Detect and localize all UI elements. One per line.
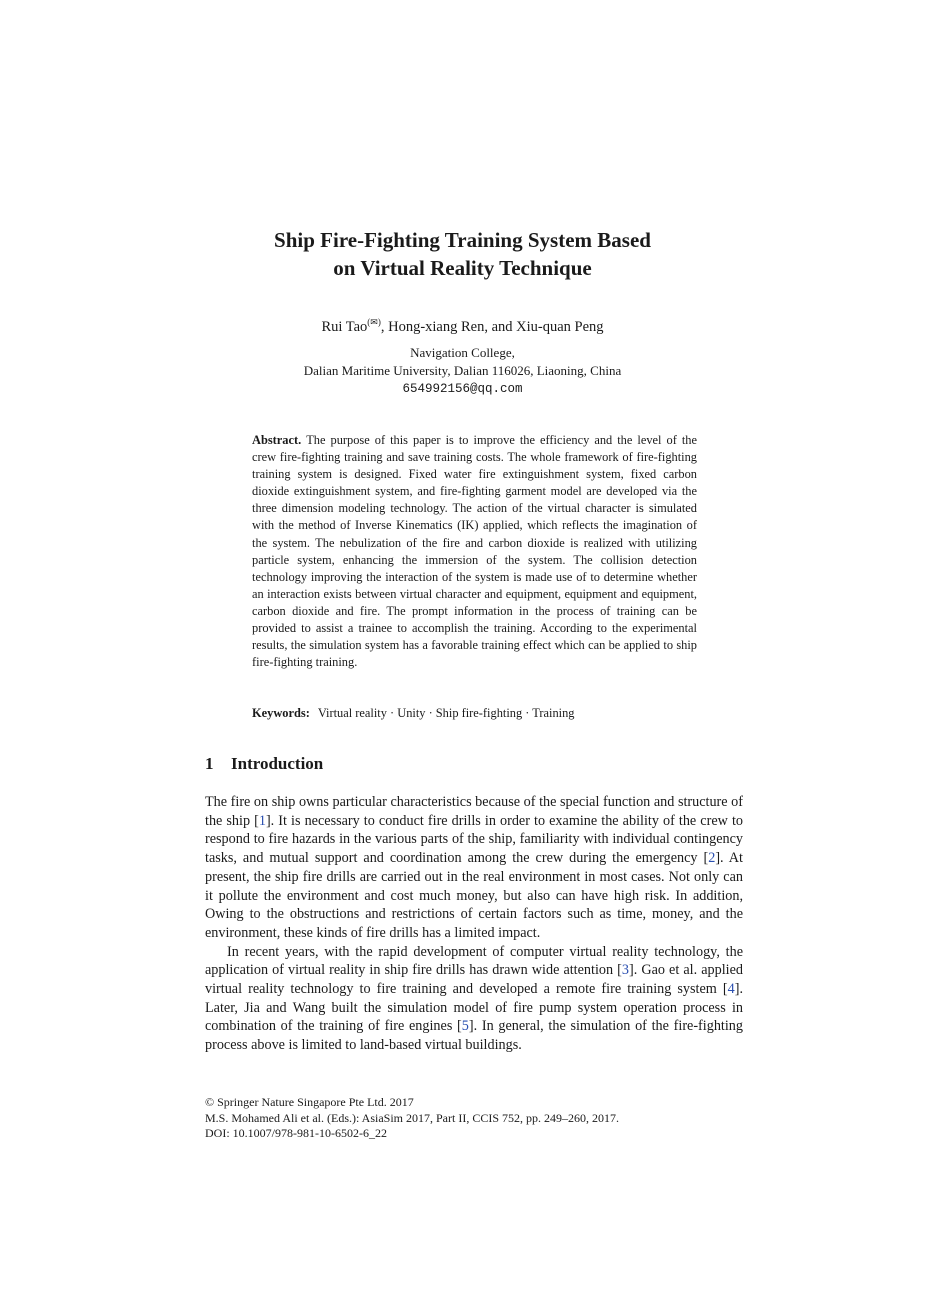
footer-copyright: © Springer Nature Singapore Pte Ltd. 2017: [205, 1095, 414, 1109]
introduction-body: [205, 793, 743, 1055]
p2-text-d: ]. In general, the simulation of the fire-fighting process above is limited to land-based virtual buildings.: [205, 1018, 743, 1054]
section-heading-introduction: [205, 752, 323, 776]
p1-text-b: ]. It is necessary to conduct fire drills in order to examine the ability of the crew to respond to fire hazards in the various parts of the ship, familiarity with individual contingency tasks, and mutual support and coordination among the crew during the emergency [: [205, 812, 743, 867]
abstract-label: Abstract.: [252, 433, 302, 447]
author-email: 654992156@qq.com: [402, 382, 523, 396]
section-number: 1: [205, 754, 214, 773]
keywords: [252, 705, 697, 722]
affiliation-line-1: Navigation College,: [410, 345, 515, 360]
footer-doi: DOI: 10.1007/978-981-10-6502-6_22: [205, 1126, 387, 1140]
copyright-footer: [205, 1095, 743, 1142]
p1-text-a: The fire on ship owns particular characteristics because of the special function and structure of the ship [: [205, 794, 743, 829]
affiliation-line-2: Dalian Maritime University, Dalian 116026, Liaoning, China: [303, 363, 622, 378]
citation-link-2[interactable]: 2: [708, 850, 716, 867]
citation-link-5[interactable]: 5: [461, 1018, 469, 1035]
author-rui-tao: Rui Tao: [321, 318, 368, 335]
citation-link-4[interactable]: 4: [727, 981, 735, 998]
abstract-text: The purpose of this paper is to improve the efficiency and the level of the crew fire-fighting training and save training costs. The whole framework of fire-fighting training system is designed. Fixed water fire extinguishment system, fixed carbon dioxide extinguishment system, and fire-fighting garment model are developed via the three dimension modeling technology. The action of the virtual character is simulated with the method of Inverse Kinematics (IK) applied, which reflects the imagination of the system. The nebulization of the fire and carbon dioxide is realized with utilizing particle system, enhancing the immersion of the system. The collision detection technology improving the interaction of the system is made use of to determine whether an interaction exists between virtual character and equipment, equipment and equipment, carbon dioxide and fire. The prompt information in the process of training can be provided to assist a trainee to accomplish the training. According to the experimental results, the simulation system has a favorable training effect which can be applied to ship fire-fighting training.: [252, 433, 697, 670]
citation-link-1[interactable]: 1: [258, 812, 266, 829]
title-line-1: Ship Fire-Fighting Training System Based: [274, 228, 651, 252]
paper-title: [150, 226, 775, 282]
paragraph-2: [205, 943, 743, 1055]
author-list: [150, 312, 775, 337]
paragraph-1: [205, 793, 743, 943]
p1-text-c: ]. At present, the ship fire drills are carried out in the real environment in most cases. Not only can it pollute the environment and cost much money, but also can have high risk. In addition, Owing to the obstructions and restrictions of certain factors such as time, money, and the environment, these kinds of fire drills has a limited impact.: [205, 850, 743, 941]
keywords-text: Virtual reality · Unity · Ship fire-fighting · Training: [317, 706, 575, 720]
section-title: Introduction: [231, 754, 324, 773]
other-authors: , Hong-xiang Ren, and Xiu-quan Peng: [380, 318, 604, 335]
p2-text-a: In recent years, with the rapid development of computer virtual reality technology, the application of virtual reality in ship fire drills has drawn wide attention [: [205, 943, 743, 979]
footer-citation: M.S. Mohamed Ali et al. (Eds.): AsiaSim 2017, Part II, CCIS 752, pp. 249–260, 2017.: [205, 1110, 619, 1125]
p2-text-c: ]. Later, Jia and Wang built the simulation model of fire pump system operation process in combination of the training of fire engines [: [205, 981, 743, 1035]
affiliation: [150, 344, 775, 398]
abstract: [252, 432, 697, 671]
citation-link-3[interactable]: 3: [621, 962, 629, 979]
keywords-label: Keywords:: [252, 706, 310, 720]
title-line-2: on Virtual Reality Technique: [333, 256, 592, 280]
corresponding-author-mail-icon: (✉): [367, 317, 381, 327]
p2-text-b: ]. Gao et al. applied virtual reality technology to fire training and developed a remote fire training system [: [205, 962, 743, 998]
